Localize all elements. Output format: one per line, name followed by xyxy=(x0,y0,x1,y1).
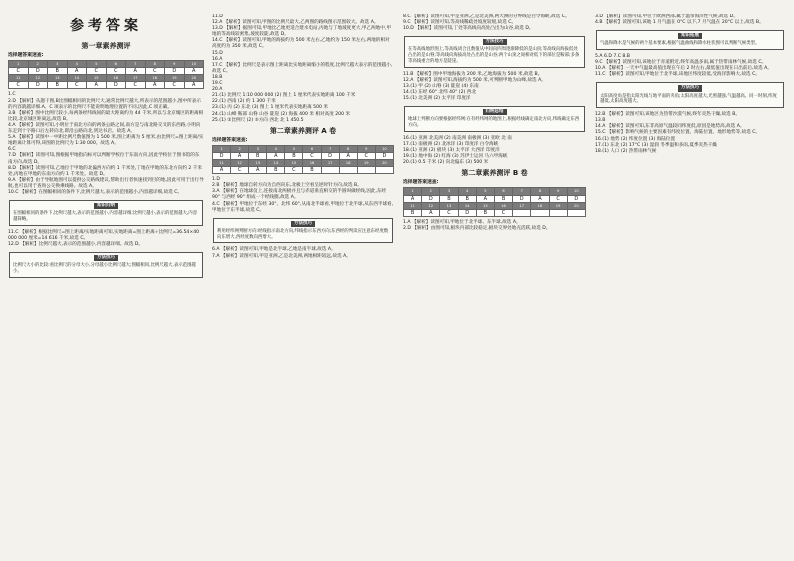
grid-number: 12 xyxy=(422,202,440,209)
grid-answer: A xyxy=(339,152,357,159)
column-3 xyxy=(403,14,586,554)
grid-number: 14 xyxy=(67,75,87,82)
grid-answer: C xyxy=(87,68,107,75)
grid-number: 4 xyxy=(67,61,87,68)
grid-answer: D xyxy=(567,195,585,202)
grid-number: 7 xyxy=(513,188,531,195)
answer-item: 1.A 【解析】读图可知,甲地位于北半球、东半球,故选 A。 xyxy=(403,219,521,225)
section-label: 选择题答案速查: xyxy=(212,137,248,143)
grid-answer: A xyxy=(184,68,204,75)
grid-answer: D xyxy=(106,82,126,89)
grid-answer: B xyxy=(48,68,68,75)
grid-number: 10 xyxy=(184,61,204,68)
answer-grid xyxy=(8,60,204,89)
grid-answer: C xyxy=(67,82,87,89)
grid-answer: B xyxy=(285,152,303,159)
grid-number: 18 xyxy=(145,75,165,82)
grid-number: 18 xyxy=(531,202,549,209)
grid-number: 4 xyxy=(458,188,476,195)
grid-answer: B xyxy=(494,195,512,202)
grid-number: 5 xyxy=(87,61,107,68)
grid-number: 8 xyxy=(531,188,549,195)
grid-answer: A xyxy=(145,82,165,89)
grid-number: 14 xyxy=(267,159,285,166)
grid-answer: C xyxy=(9,68,29,75)
grid-answer: B xyxy=(476,209,494,216)
grid-answer xyxy=(321,167,339,174)
grid-answer: C xyxy=(9,82,29,89)
answer-item: 10.D 【解析】读图可知,丁处等高线向高处凸出为山谷,故选 D。 xyxy=(403,26,534,32)
answer-item: 17.(1) 东北 (2) 17°C (3) 湿润 冬季温和多雨,夏季炎热干燥 xyxy=(595,142,717,148)
grid-number: 13 xyxy=(440,202,458,209)
answer-item: 9.A 【解析】由于导航地图可以提供公交路线建议,帮助出行者快速找到目的地,因此可用于出行导航,也可以用于查询公交换乘线路。故选 A。 xyxy=(8,177,204,189)
answer-item: 8.D 【解析】读图可知,乙地位于甲地的北偏西方向约 1 千米处,丁地在甲地的东北方向约 2 千米处,丙地在甲地的东南方向约 1 千米处。故选 D。 xyxy=(8,165,202,177)
tip-label: 方法技巧 xyxy=(291,221,315,227)
answer-item: 13.(1) 甲 (2) 山脊 (3) 陡崖 (4) 东南 xyxy=(403,83,479,89)
tip-label: 方法技巧 xyxy=(94,255,118,261)
grid-number: 10 xyxy=(567,188,585,195)
answer-item: 17.(1) 南极洲 (2) 北冰洋 (3) 印度洋 白令海峡 xyxy=(403,142,499,148)
grid-number: 17 xyxy=(126,75,146,82)
grid-answer xyxy=(339,167,357,174)
grid-answer: D xyxy=(458,209,476,216)
answer-item: 12.B 【解析】读图可知,该地区为热带沙漠气候,终年炎热干燥,故选 B。 xyxy=(595,112,740,118)
answer-item: 4.C 【解析】甲地位于东经 30°、北纬 60°,从南北半球看,甲地位于北半球,从东西半球看,甲地位于东半球,故选 C。 xyxy=(212,201,394,213)
answer-item: 19.C xyxy=(212,81,223,87)
grid-answer: C xyxy=(440,209,458,216)
grid-answer: A xyxy=(126,68,146,75)
answer-item: 14.A 【解析】读图可知,东非高原气温较同纬度低,原因是地势高,故选 A。 xyxy=(595,124,745,130)
grid-answer: D xyxy=(28,82,48,89)
grid-number: 12 xyxy=(231,159,249,166)
tip-text: 在图幅相同的条件下,比例尺越大,表示的范围越小,内容越详细;比例尺越小,表示的范围越大,内容越简略。 xyxy=(13,211,198,222)
grid-number: 3 xyxy=(249,145,267,152)
answer-item: 25.(1) ②比例尺 (2) ⑤方向 西北 北 1 450.5 xyxy=(212,117,304,123)
answer-item: 5.A 【解析】读图中一中距比例尺数值图为 1 500 米,图上距离为 5 厘米,由比例尺=图上距离/实地距离计算可得,该图的比例尺为 1:30 000。故选 A。 xyxy=(8,135,204,147)
grid-answer: D xyxy=(28,68,48,75)
grid-number: 2 xyxy=(28,61,48,68)
answer-grid xyxy=(212,145,394,174)
answer-item: 15.D xyxy=(212,50,223,56)
grid-answer: B xyxy=(404,209,422,216)
grid-number: 2 xyxy=(422,188,440,195)
grid-number: 8 xyxy=(145,61,165,68)
grid-number: 19 xyxy=(549,202,567,209)
grid-answer: D xyxy=(513,195,531,202)
section-label: 选择题答案速查: xyxy=(403,180,439,186)
grid-answer: D xyxy=(165,68,185,75)
tip-label: 方法技巧 xyxy=(483,39,507,45)
grid-number: 9 xyxy=(165,61,185,68)
grid-number: 2 xyxy=(231,145,249,152)
tip-text: 在等高线地形图上,等高线闭合且数值从中间向四周逐渐降低的是山顶;等高线向海拔低处凸出的是山脊;等高线向海拔高处凸出的是山谷;两个山顶之间相对低下的部位是鞍部;多条等高线重合的地方是陡崖。 xyxy=(408,47,580,64)
grid-number: 20 xyxy=(375,159,393,166)
grid-number: 17 xyxy=(513,202,531,209)
tip-box xyxy=(596,82,784,108)
grid-answer: A xyxy=(67,68,87,75)
tip-box xyxy=(9,200,203,226)
tip-text: 气温和降水是气候的两个基本要素,根据气温曲线和降水柱状图可以判断气候类型。 xyxy=(600,41,760,47)
column-4 xyxy=(595,14,785,554)
answer-item: 19.(1) 地中海 (2) 红海 (3) 苏伊士运河 马六甲海峡 xyxy=(403,154,508,160)
grid-answer: A xyxy=(476,195,494,202)
answer-item: 11.B 【解析】图中甲地海拔为 200 米,乙地海拔为 500 米,故选 B。 xyxy=(403,71,543,77)
grid-number: 3 xyxy=(48,61,68,68)
grid-answer: C xyxy=(549,195,567,202)
tip-text: 利用经纬网判断方向:经线指示南北方向,纬线指示东西方向;东西经的判读应注意东经度数向东增大,西经度数向西增大。 xyxy=(217,228,389,240)
answer-item: 6.A 【解析】读图可知,甲地是北半球,乙地是南半球,故选 A。 xyxy=(212,247,336,253)
grid-number: 11 xyxy=(404,202,422,209)
tip-text: 比例尺大小的比较:看比例尺的分母大小,分母越小比例尺越大;图幅相同,比例尺越大,表示范围越小。 xyxy=(13,263,196,274)
grid-number: 10 xyxy=(375,145,393,152)
grid-answer: D xyxy=(321,152,339,159)
answer-item: 9.C 【解析】读图可知,等高线稀疏处坡度较缓,故选 C。 xyxy=(403,20,517,26)
answer-item: 24.(1) 山峰 鞍部 山脊 山谷 陡崖 (2) 海拔 400 米 相对高度 200 米 xyxy=(212,111,351,117)
grid-number: 1 xyxy=(404,188,422,195)
grid-number: 1 xyxy=(9,61,29,68)
answer-item: 21.(1) 比例尺 1:10 000 000 (2) 图上 1 厘米代表实地距离 100 千米 xyxy=(212,93,356,99)
grid-answer xyxy=(531,209,549,216)
answer-item: 5.A 6.D 7.C 8.B xyxy=(595,54,630,60)
grid-number: 9 xyxy=(357,145,375,152)
grid-answer xyxy=(567,209,585,216)
grid-answer: A xyxy=(184,82,204,89)
answer-item: 11.D xyxy=(212,14,223,19)
grid-number: 13 xyxy=(249,159,267,166)
page-title: 参考答案 xyxy=(70,18,142,34)
answer-grid xyxy=(403,187,586,216)
grid-answer: C xyxy=(126,82,146,89)
chapter-heading: 第二章素养测评 A 卷 xyxy=(269,126,337,135)
answer-item: 22.(1) 西南 (2) 约 1 300 千米 xyxy=(212,99,276,105)
answer-item: 3.D 【解析】读图可知,甲位于欧洲西部,属于温带海洋性气候,故选 D。 xyxy=(595,14,738,19)
tip-label: 知识拓展 xyxy=(678,33,702,39)
grid-answer: A xyxy=(404,195,422,202)
grid-answer xyxy=(549,209,567,216)
grid-answer: C xyxy=(357,152,375,159)
answer-item: 16.A xyxy=(212,56,223,62)
grid-number: 9 xyxy=(549,188,567,195)
grid-number: 5 xyxy=(476,188,494,195)
grid-answer: B xyxy=(267,167,285,174)
tip-label: 知识归纳 xyxy=(94,203,118,209)
grid-answer: A xyxy=(213,167,231,174)
answer-item: 8.C 【解析】读图可知,甲是亚洲,乙是北美洲,两大洲的分界线是白令海峡,故选 C。 xyxy=(403,14,570,19)
answer-item: 7.A 【解析】读图可知,甲是亚洲,乙是北美洲,两地相距较远,故选 A。 xyxy=(212,253,351,259)
answer-item: 6.C xyxy=(8,147,16,153)
grid-answer: A xyxy=(231,152,249,159)
grid-number: 6 xyxy=(494,188,512,195)
grid-number: 16 xyxy=(303,159,321,166)
answer-item: 4.B 【解析】读图可知,该地 1 月气温在 0°C 以下,7 月气温在 20°C 以上,故选 B。 xyxy=(595,20,764,26)
tip-box xyxy=(213,218,393,244)
grid-answer: C xyxy=(145,68,165,75)
chapter-heading: 第二章素养测评 B 卷 xyxy=(461,169,528,178)
column-1 xyxy=(8,14,204,554)
answer-item: 12.A 【解析】读图可知,海拔约为 500 米,可判断甲地为山峰,故选 A。 xyxy=(403,77,546,83)
grid-answer: D xyxy=(422,195,440,202)
grid-answer: B xyxy=(48,82,68,89)
grid-number: 8 xyxy=(339,145,357,152)
answer-item: 20.(1) 0.5 千米 (2) 向北偏东 (3) 500 米 xyxy=(403,160,489,166)
grid-number: 6 xyxy=(303,145,321,152)
grid-number: 11 xyxy=(9,75,29,82)
grid-number: 3 xyxy=(440,188,458,195)
grid-answer: D xyxy=(375,152,393,159)
tip-text: 地球上判断方向要根据经纬网:在有经纬网的地图上,根据经线确定南北方向,纬线确定东西方向。 xyxy=(408,117,580,129)
answer-item: 1.C xyxy=(8,92,16,98)
tip-box xyxy=(9,252,203,278)
grid-answer: B xyxy=(249,152,267,159)
answer-item: 14.(1) 东经 60° 北纬 40° (2) 西北 xyxy=(403,90,476,96)
grid-answer: C xyxy=(494,209,512,216)
answer-item: 9.C 【解析】读图可知,该地位于赤道附近,终年高温多雨,属于热带雨林气候,故选 C。 xyxy=(595,60,767,66)
answer-item: 2.B 【解析】地球自转方向为自西向东,北极上空看呈逆时针方向,故选 B。 xyxy=(212,183,362,189)
answer-item: 18.(1) 人口 (2) 热带雨林气候 xyxy=(595,148,657,154)
grid-number: 19 xyxy=(165,75,185,82)
grid-number: 6 xyxy=(106,61,126,68)
answer-item: 11.C 【解析】读图可知,甲地位于北半球,该地区纬度较低,受海洋影响大,故选 C。 xyxy=(595,72,760,78)
grid-number: 13 xyxy=(48,75,68,82)
answer-item: 23.(1) 丙 (2) 东北 (3) 图上 1 厘米代表实地距离 500 米 xyxy=(212,105,328,111)
answer-item: 3.B 【解析】图中比例尺较小,每两条经纬线间的最大距离约为 44 千米,所以与北京城区的距离相比较,北京城区距离远,故选 B。 xyxy=(8,110,204,122)
grid-number: 19 xyxy=(357,159,375,166)
grid-number: 7 xyxy=(321,145,339,152)
grid-number: 15 xyxy=(87,75,107,82)
section-label: 选择题答案速查: xyxy=(8,53,44,58)
answer-item: 16.(1) 地势 (2) 纬度位置 (3) 海陆位置 xyxy=(595,136,676,142)
answer-item: 2.D 【解析】由图可知,板块内部比较稳定,板块交界处地壳活跃,故选 D。 xyxy=(403,225,551,231)
tip-text: 太阳高度角是指太阳光线与地平面的夹角;太阳高度越大,光照越强,气温越高。同一时刻,纬度越低,太阳高度越大。 xyxy=(600,93,777,105)
grid-answer xyxy=(513,209,531,216)
column-2 xyxy=(212,14,394,554)
answer-item: 14.C 【解析】读图可知,甲地的海拔约为 500 米左右,乙地约为 150 米左右,两地的相对高度约为 350 米,故选 C。 xyxy=(212,38,390,50)
answer-item: 4.A 【解析】读图可知,小明位于南北方向的两条公路之间,南方是与南北路交叉的东西路,小明向东走到十字路口后左转向北,即沿公路向北,到达书店。故选 A。 xyxy=(8,122,201,135)
answer-item: 1.D xyxy=(212,177,220,183)
answer-item: 17.C 【解析】比例尺是表示图上距离比实地距离缩小的程度,比例尺越大表示的范围越小,故选 C。 xyxy=(212,62,393,74)
answer-item: 12.A 【解析】读图可知,甲图的比例尺最大,乙两图的路线图示范围较大。故选 A。 xyxy=(212,20,379,26)
answer-item: 11.C 【解析】根据比例尺=图上距离/实地距离可知,实地距离=图上距离÷比例尺=36.54×40 000 000 厘米=14 616 千米,故选 C。 xyxy=(8,229,200,241)
grid-answer: C xyxy=(106,68,126,75)
grid-number: 1 xyxy=(213,145,231,152)
answer-item: 12.D 【解析】比例尺越大,表示的范围越小,内容越详细。故选 D。 xyxy=(8,241,144,247)
grid-answer: C xyxy=(303,152,321,159)
grid-answer: C xyxy=(165,82,185,89)
grid-number: 11 xyxy=(213,159,231,166)
grid-answer xyxy=(375,167,393,174)
answer-item: 18.B xyxy=(212,74,223,80)
answer-item: 7.D 【解析】读图可知,图根据甲地指向标可以判断学校位于东南方向,因此学校位于图书馆的东南方向,故选 D。 xyxy=(8,153,200,165)
tip-label: 方法技巧 xyxy=(678,85,702,91)
answer-item: 16.(1) 亚洲 北美洲 (2) 南美洲 南极洲 (3) 亚欧 北 南 xyxy=(403,135,512,141)
grid-number: 16 xyxy=(494,202,512,209)
grid-answer: A xyxy=(531,195,549,202)
chapter-heading: 第一章素养测评 xyxy=(81,42,131,50)
grid-answer: C xyxy=(231,167,249,174)
tip-label: 归纳总结 xyxy=(483,109,507,115)
grid-answer: D xyxy=(213,152,231,159)
grid-answer: B xyxy=(440,195,458,202)
grid-number: 5 xyxy=(285,145,303,152)
answer-item: 13.B xyxy=(595,118,606,124)
grid-number: 16 xyxy=(106,75,126,82)
grid-answer: A xyxy=(87,82,107,89)
answer-item: 18.(1) 亚洲 (2) 板块 (3) 太平洋 大西洋 印度洋 xyxy=(403,148,500,154)
tip-box xyxy=(404,106,585,132)
grid-answer: B xyxy=(458,195,476,202)
grid-number: 20 xyxy=(184,75,204,82)
answer-item: 3.A 【解析】在地球仪上,连接南北两极并且与赤道垂直相交的半圆叫做经线,因此,东经 90° 与西经 90° 组成一个经线圈,故选 A。 xyxy=(212,189,387,201)
answer-item: 2.D 【解析】从题干图,B比图幅相同的比例尺大,通常比例尺越大,所表示的范围越小,图中所表示的内容就越详细.A、C 项表示的比例尺不能说明地理位置的不同,因此,C 项正确。 xyxy=(8,98,201,110)
grid-answer: C xyxy=(285,167,303,174)
grid-number: 4 xyxy=(267,145,285,152)
grid-number: 17 xyxy=(321,159,339,166)
answer-item: 15.C 【解析】影响气候的主要因素有纬度位置、海陆位置、地形地势等,故选 C。 xyxy=(595,130,761,136)
answer-item: 10.A 【解析】一天中气温最高值出现在午后 2 时左右,最低值出现在日出前后,故选 A。 xyxy=(595,66,772,72)
grid-answer: A xyxy=(422,209,440,216)
answer-item: 10.C 【解析】在图幅相同的条件下,比例尺越大,表示的范围越小,内容越详细,故选 C。 xyxy=(8,189,183,195)
tip-box xyxy=(596,30,784,50)
grid-number: 18 xyxy=(339,159,357,166)
grid-answer: A xyxy=(267,152,285,159)
answer-item: 15.(1) 北美洲 (2) 太平洋 印度洋 xyxy=(403,96,471,102)
grid-number: 12 xyxy=(28,75,48,82)
grid-number: 15 xyxy=(285,159,303,166)
tip-box xyxy=(404,36,585,67)
grid-number: 7 xyxy=(126,61,146,68)
answer-item: 20.A xyxy=(212,87,223,93)
grid-answer: B xyxy=(303,167,321,174)
grid-answer: A xyxy=(249,167,267,174)
grid-number: 14 xyxy=(458,202,476,209)
grid-number: 15 xyxy=(476,202,494,209)
grid-answer xyxy=(357,167,375,174)
answer-item: 13.D 【解析】据图可知,甲地比乙地更适合建水电站,丙地与丁地坡度更大,甲乙两地中,甲地的等高线较密集,坡度较陡,故选 D。 xyxy=(212,26,391,38)
grid-number: 20 xyxy=(567,202,585,209)
